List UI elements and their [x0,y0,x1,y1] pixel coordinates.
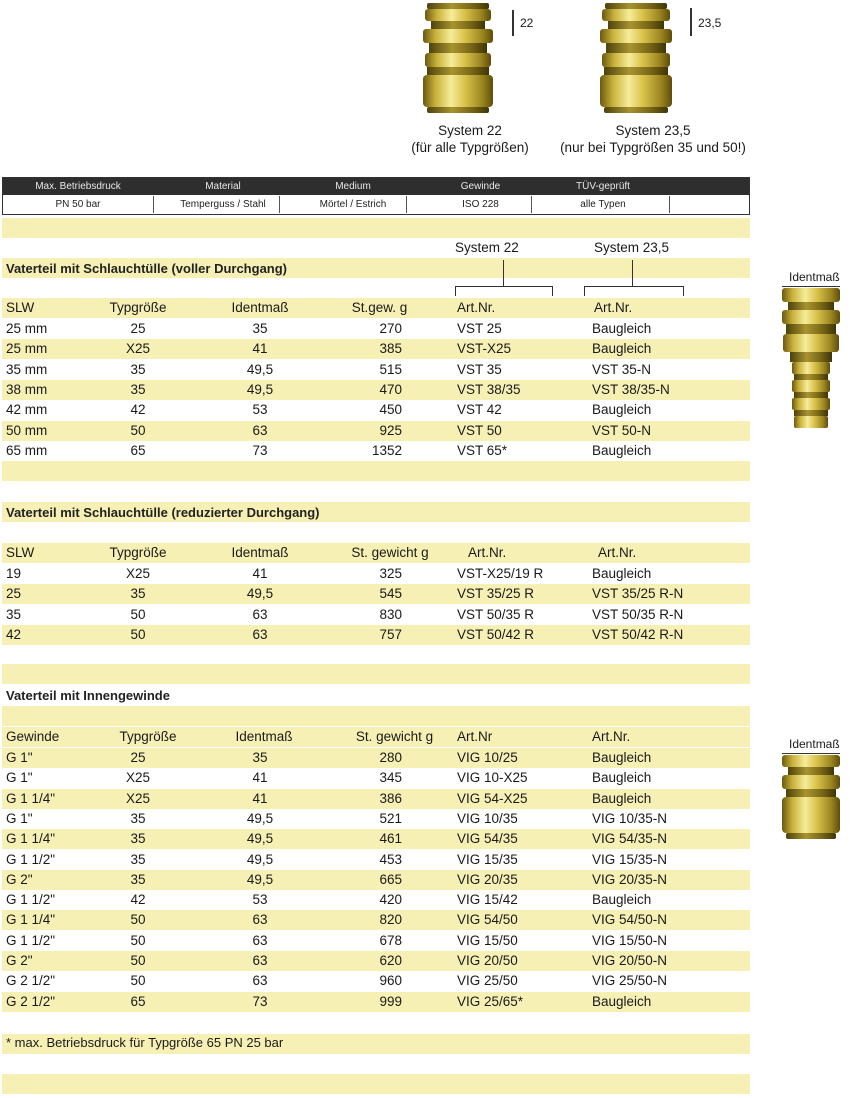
table-row [2,951,750,971]
table-cell: VIG 54/35 [457,831,518,847]
table-cell: 25 mm [6,321,48,336]
table-row [2,789,750,809]
table-row [2,890,750,910]
table-cell: 41 [252,566,268,581]
table-cell: VST 50/42 R [457,626,535,642]
table-cell: VST 35-N [592,361,652,377]
table-cell: G 1" [6,770,33,786]
table-cell: VIG 20/35-N [592,871,668,887]
spec-value-tuv: alle Typen [580,199,626,210]
table-cell: 25 [130,321,146,336]
table-cell: G 2" [6,871,33,887]
table-cell: 521 [379,810,402,826]
table-cell: VST 42 [457,402,502,418]
table-cell: 65 [130,442,146,458]
table-cell: 450 [379,402,402,418]
table-cell: G 2" [6,953,33,968]
table-cell: 38 mm [6,381,48,397]
table-row [2,339,750,359]
table-cell: 63 [252,606,268,622]
header-cell-2: Identmaß [231,300,289,315]
table-cell: 49,5 [246,831,274,847]
table-cell: VIG 10/25 [457,750,518,765]
table-cell: 41 [252,770,268,786]
table-cell: 35 [6,606,22,622]
header-cell-3: St. gewicht g [355,729,434,744]
table-cell: 50 [130,932,146,948]
header-cell-1: Typgröße [109,300,167,315]
table-cell: 345 [379,770,402,786]
dimension-bracket-right [690,8,692,36]
fitting-photo-system22 [421,3,495,113]
table-cell: 49,5 [246,586,274,602]
table-cell: 461 [379,831,402,847]
table-cell: 63 [252,912,268,928]
table-row [2,380,750,400]
table-cell: VIG 10/35-N [592,810,668,826]
table-row [2,850,750,870]
table-cell: 63 [252,932,268,948]
table-cell: VIG 25/65* [457,993,524,1009]
table-cell: Baugleich [592,442,652,458]
table-cell: 35 [130,831,146,847]
table-cell: 270 [379,321,402,336]
table-cell: VIG 25/50-N [592,973,668,989]
table-cell: 420 [379,892,402,908]
table-cell: VIG 10/35 [457,810,518,826]
table-cell: 35 [130,361,146,377]
table-cell: Baugleich [592,566,652,581]
table-cell: VST 38/35 [457,381,521,397]
table-row [2,625,750,645]
table-row [2,400,750,420]
table-cell: G 1 1/4" [6,790,56,806]
section3-title: Vaterteil mit Innengewinde [6,688,170,703]
fitting-photo-hose-tail [780,288,842,430]
table-cell: 49,5 [246,361,274,377]
table-row [2,910,750,930]
table-cell: 35 [252,750,268,765]
table-cell: 665 [379,871,402,887]
header-cell-4: Art.Nr [457,729,493,744]
table-cell: G 1 1/2" [6,851,56,867]
table-cell: X25 [125,341,151,357]
section3-header-row [2,727,750,747]
header-cell-0: SLW [6,545,35,560]
table-cell: VIG 54/35-N [592,831,668,847]
table-cell: VIG 54/50 [457,912,518,928]
table-cell: 73 [252,442,268,458]
header-cell-5: Art.Nr. [594,300,633,315]
identmass-line-1 [782,286,840,287]
identmass-label-1: Identmaß [789,270,840,284]
table-cell: 678 [379,932,402,948]
header-cell-3: St. gewicht g [351,545,429,560]
identmass-label-2: Identmaß [789,737,840,751]
table-cell: VIG 15/42 [457,892,518,908]
section2-title: Vaterteil mit Schlauchtülle (reduzierter Durchgang) [6,505,320,520]
table-cell: VIG 20/35 [457,871,518,887]
table-cell: 50 [130,422,146,438]
caption-system22: System 22 (für alle Typgrößen) [411,123,529,155]
identmass-line-2 [782,753,840,754]
dimension-label-right: 23,5 [698,16,722,30]
table-cell: VST 38/35-N [592,381,670,397]
table-cell: 35 [130,586,146,602]
table-cell: 386 [379,790,402,806]
spec-value-thread: ISO 228 [462,199,499,210]
header-cell-1: Typgröße [119,729,177,744]
table-cell: VIG 15/35-N [592,851,668,867]
table-cell: VIG 25/50 [457,973,518,989]
header-cell-4: Art.Nr. [468,545,507,560]
table-cell: 25 mm [6,341,48,357]
spec-value-pressure: PN 50 bar [55,199,101,210]
table-cell: 42 [130,892,146,908]
table-cell: 65 mm [6,442,48,458]
table-cell: X25 [125,770,151,786]
table-cell: 41 [252,790,268,806]
system235-column-label: System 23,5 [594,240,670,255]
table-cell: 385 [379,341,402,357]
table-cell: 35 mm [6,361,48,377]
header-cell-5: Art.Nr. [592,729,631,744]
table-row [2,748,750,768]
table-row [2,421,750,441]
table-cell: 545 [379,586,402,602]
spec-header-tuv: TÜV-geprüft [576,181,630,192]
table-cell: G 2 1/2" [6,973,56,989]
table-cell: VST 35 [457,361,502,377]
table-cell: VST 65* [457,442,508,458]
table-cell: VST 35/25 R-N [592,586,684,602]
table-cell: G 1 1/2" [6,932,56,948]
spec-value-material: Temperguss / Stahl [180,199,266,210]
table-cell: G 2 1/2" [6,993,56,1009]
dimension-bracket-left [512,10,514,36]
header-cell-2: Identmaß [235,729,293,744]
table-cell: 63 [252,626,268,642]
section1-header-row [2,298,750,318]
table-cell: Baugleich [592,770,652,786]
table-row [2,870,750,890]
header-cell-2: Identmaß [231,545,289,560]
table-cell: VIG 20/50 [457,953,518,968]
spec-header-thread: Gewinde [460,181,501,192]
table-cell: 42 [130,402,146,418]
table-cell: Baugleich [592,321,652,336]
table-row [2,605,750,625]
table-cell: Baugleich [592,341,652,357]
table-cell: 49,5 [246,851,274,867]
table-cell: VST 50/42 R-N [592,626,684,642]
table-cell: X25 [125,566,151,581]
table-cell: 53 [252,402,268,418]
table-cell: VST 25 [457,321,502,336]
spec-header-row [3,178,749,195]
spec-header-material: Material [205,181,241,192]
table-cell: VIG 15/50-N [592,932,668,948]
bracket-system22 [455,260,553,296]
table-cell: 820 [379,912,402,928]
table-row [2,584,750,604]
table-row [2,971,750,991]
table-row [2,441,750,461]
table-cell: 65 [130,993,146,1009]
table-row [2,931,750,951]
spec-table [2,177,750,215]
header-cell-3: St.gew. g [351,300,408,315]
table-cell: 325 [379,566,402,581]
table-cell: VST-X25/19 R [457,566,544,581]
table-cell: VIG 54/50-N [592,912,668,928]
table-cell: Baugleich [592,993,652,1009]
table-cell: 50 mm [6,422,48,438]
table-cell: 50 [130,912,146,928]
header-cell-0: Gewinde [6,729,60,744]
bracket-system235 [584,260,684,296]
table-row [2,360,750,380]
table-cell: Baugleich [592,402,652,418]
table-cell: 960 [379,973,402,989]
table-cell: 50 [130,626,146,642]
band [2,1074,750,1094]
table-cell: 830 [379,606,402,622]
table-row [2,829,750,849]
table-cell: 35 [130,381,146,397]
table-cell: Baugleich [592,750,652,765]
table-cell: 25 [6,586,22,602]
table-cell: G 1 1/2" [6,892,56,908]
table-cell: 620 [379,953,402,968]
table-cell: 280 [379,750,402,765]
band [2,461,750,481]
band [2,664,750,684]
spec-header-pressure: Max. Betriebsdruck [35,181,121,192]
table-cell: 50 [130,953,146,968]
table-cell: 49,5 [246,810,274,826]
table-cell: VST-X25 [457,341,512,357]
table-cell: G 1 1/4" [6,912,56,928]
header-cell-0: SLW [6,300,35,315]
table-cell: 35 [130,871,146,887]
table-cell: 470 [379,381,402,397]
table-cell: X25 [125,790,151,806]
table-row [2,319,750,339]
table-cell: 35 [252,321,268,336]
table-cell: 515 [379,361,402,377]
header-cell-1: Typgröße [109,545,167,560]
section2-header-row [2,543,750,563]
header-cell-4: Art.Nr. [457,300,496,315]
system22-column-label: System 22 [455,240,519,255]
spec-value-medium: Mörtel / Estrich [319,199,387,210]
table-row [2,564,750,584]
table-cell: Baugleich [592,790,652,806]
table-cell: G 1" [6,750,33,765]
table-cell: 35 [130,810,146,826]
table-cell: G 1 1/4" [6,831,56,847]
table-cell: 50 [130,973,146,989]
table-cell: VST 35/25 R [457,586,535,602]
table-cell: 35 [130,851,146,867]
table-cell: VIG 54-X25 [457,790,528,806]
table-row [2,809,750,829]
caption-system235: System 23,5 (nur bei Typgrößen 35 und 50!) [560,123,746,155]
band [2,706,750,726]
table-cell: 41 [252,341,268,357]
spec-header-medium: Medium [335,181,371,192]
footnote: * max. Betriebsdruck für Typgröße 65 PN 25 bar [6,1035,284,1050]
table-cell: Baugleich [592,892,652,908]
section1-title: Vaterteil mit Schlauchtülle (voller Durchgang) [6,261,288,276]
table-cell: VIG 15/35 [457,851,518,867]
table-row [2,768,750,788]
table-cell: 63 [252,953,268,968]
table-cell: VST 50 [457,422,502,438]
table-cell: VST 50-N [592,422,652,438]
table-cell: 25 [130,750,146,765]
table-cell: 757 [379,626,402,642]
table-cell: 453 [379,851,402,867]
table-cell: 63 [252,973,268,989]
band [2,218,750,238]
table-cell: VIG 20/50-N [592,953,668,968]
table-cell: 19 [6,566,22,581]
dimension-label-left: 22 [520,16,534,30]
table-row [2,992,750,1012]
table-cell: 49,5 [246,871,274,887]
table-cell: 50 [130,606,146,622]
fitting-photo-female-thread [780,755,842,839]
table-cell: 42 mm [6,402,48,418]
table-cell: G 1" [6,810,33,826]
table-cell: VIG 10-X25 [457,770,528,786]
header-cell-5: Art.Nr. [598,545,637,560]
table-cell: 1352 [371,442,402,458]
table-cell: 53 [252,892,268,908]
table-cell: 63 [252,422,268,438]
table-cell: VIG 15/50 [457,932,518,948]
table-cell: 49,5 [246,381,274,397]
table-cell: VST 50/35 R [457,606,535,622]
spec-value-row [3,195,749,214]
table-cell: 73 [252,993,268,1009]
fitting-photo-system235 [597,3,675,113]
table-cell: VST 50/35 R-N [592,606,684,622]
table-cell: 42 [6,626,22,642]
table-cell: 925 [379,422,402,438]
table-cell: 999 [379,993,402,1009]
